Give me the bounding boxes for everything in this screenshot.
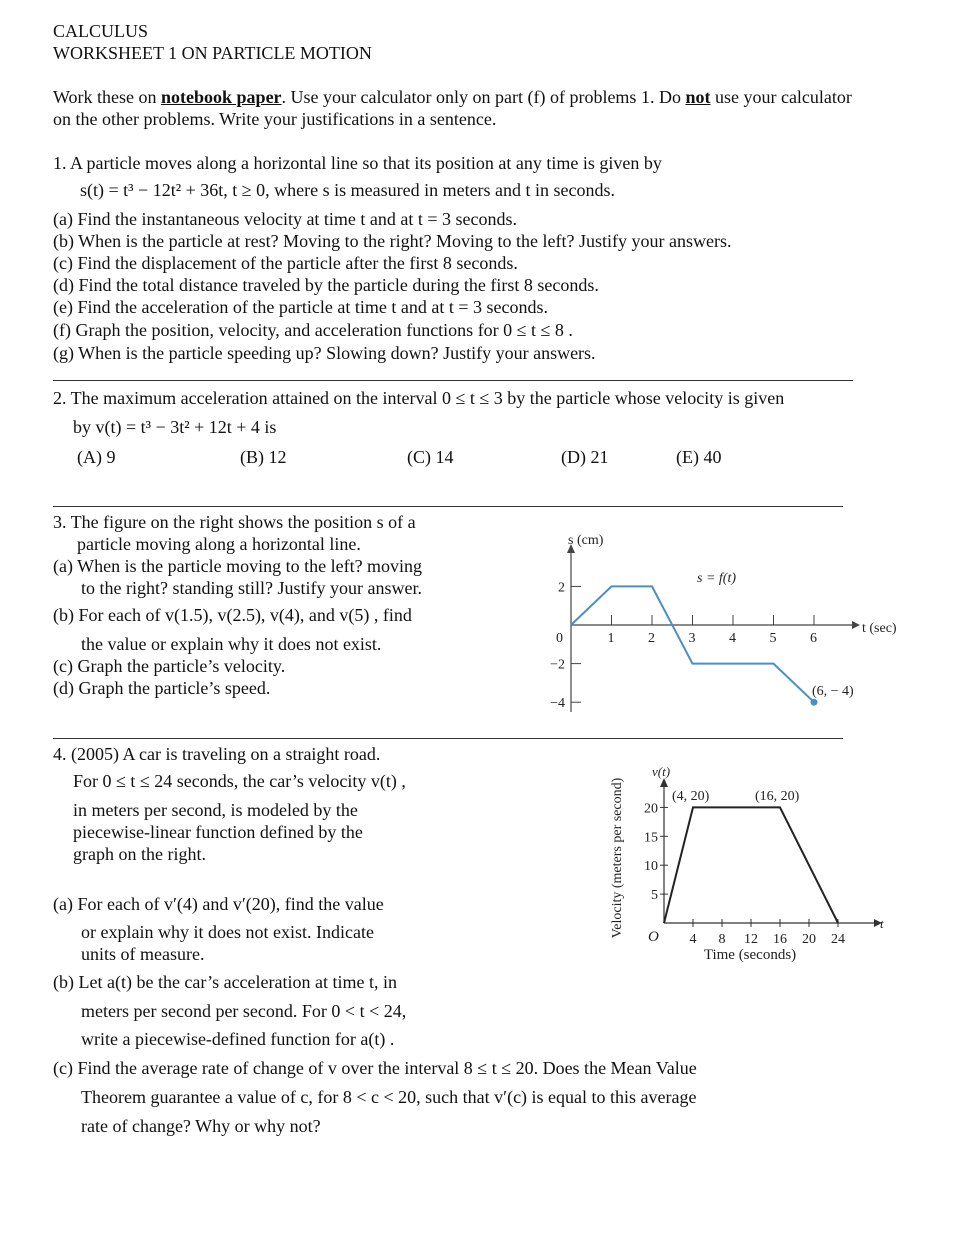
- v-x-tick-label: 16: [773, 932, 787, 947]
- q4-part-b: (b) Let a(t) be the car’s acceleration at time t, in: [53, 972, 397, 992]
- v-x-tick-label: 20: [802, 932, 816, 947]
- v-axis-t-label: t: [880, 916, 884, 931]
- q4-part-c-cont-1: Theorem guarantee a value of c, for 8 < c < 20, such that v′(c) is equal to this average: [81, 1087, 697, 1107]
- q1-part-a: (a) Find the instantaneous velocity at time t and at t = 3 seconds.: [53, 209, 518, 229]
- q1-part-e: (e) Find the acceleration of the particle at time t and at t = 3 seconds.: [53, 297, 548, 317]
- instructions-line-1: Work these on notebook paper. Use your calculator only on part (f) of problems 1. Do not use your calculator: [53, 87, 852, 107]
- q3-line-2: particle moving along a horizontal line.: [77, 534, 361, 554]
- v-x-tick-label: 4: [689, 932, 697, 947]
- q4-line-2: For 0 ≤ t ≤ 24 seconds, the car’s velocity v(t) ,: [73, 771, 406, 791]
- q4-line-4: piecewise-linear function defined by the: [73, 822, 363, 842]
- q4-line-5: graph on the right.: [73, 844, 206, 864]
- q4-part-b-cont-2: write a piecewise-defined function for a(t) .: [81, 1029, 395, 1049]
- y-tick-label: −2: [550, 657, 565, 673]
- y-axis-label: s (cm): [568, 533, 604, 548]
- instructions-line-2: on the other problems. Write your justifications in a sentence.: [53, 109, 497, 129]
- q4-part-c-cont-2: rate of change? Why or why not?: [81, 1116, 321, 1136]
- v-y-tick-label: 20: [644, 801, 658, 817]
- v-annotation-2: (16, 20): [755, 789, 800, 804]
- q2-line-1: 2. The maximum acceleration attained on the interval 0 ≤ t ≤ 3 by the particle whose velocity is given: [53, 388, 785, 408]
- q2-choice-c: (C) 14: [407, 447, 454, 467]
- v-y-axis-arrow: [660, 778, 668, 787]
- v-x-axis-title: Time (seconds): [703, 947, 797, 963]
- x-tick-label: 6: [810, 631, 817, 646]
- y-tick-label: 2: [558, 580, 565, 596]
- x-tick-label: 1: [607, 631, 615, 646]
- v-x-tick-label: 8: [718, 932, 726, 947]
- q3-part-a-cont: to the right? standing still? Justify your answer.: [81, 578, 422, 598]
- x-tick-label: 4: [729, 631, 736, 646]
- q2-choice-a: (A) 9: [77, 447, 116, 467]
- x-axis-label: t (sec): [862, 621, 897, 636]
- q1-part-b: (b) When is the particle at rest? Moving to the right? Moving to the left? Justify your answers.: [53, 231, 732, 251]
- q3-part-b-cont: the value or explain why it does not exist.: [81, 634, 382, 654]
- q4-part-b-cont-1: meters per second per second. For 0 < t < 24,: [81, 1001, 407, 1021]
- x-tick-label: 5: [769, 631, 777, 646]
- q3-part-d: (d) Graph the particle’s speed.: [53, 678, 271, 698]
- v-origin-label: O: [648, 929, 659, 945]
- v-x-tick-label: 24: [831, 932, 845, 947]
- graph-title: s = f(t): [697, 571, 736, 586]
- q4-line-1: 4. (2005) A car is traveling on a straight road.: [53, 744, 381, 764]
- q2-choice-b: (B) 12: [240, 447, 287, 467]
- q3-part-b: (b) For each of v(1.5), v(2.5), v(4), and v(5) , find: [53, 605, 412, 625]
- q4-part-a-cont-2: units of measure.: [81, 944, 205, 964]
- q2-choice-d: (D) 21: [561, 447, 609, 467]
- velocity-curve: [664, 807, 838, 923]
- q1-formula: s(t) = t³ − 12t² + 36t, t ≥ 0, where s is measured in meters and t in seconds.: [80, 180, 616, 200]
- course-title: CALCULUS: [53, 21, 149, 41]
- q4-part-a-cont-1: or explain why it does not exist. Indicate: [81, 922, 374, 942]
- q1-intro: 1. A particle moves along a horizontal line so that its position at any time is given by: [53, 153, 662, 173]
- endpoint-label: (6, − 4): [812, 684, 854, 699]
- q1-part-f: (f) Graph the position, velocity, and acceleration functions for 0 ≤ t ≤ 8 .: [53, 320, 573, 340]
- q3-part-c: (c) Graph the particle’s velocity.: [53, 656, 286, 676]
- q1-part-d: (d) Find the total distance traveled by the particle during the first 8 seconds.: [53, 275, 599, 295]
- v-y-tick-label: 5: [651, 888, 658, 904]
- x-tick-label: 0: [556, 631, 563, 646]
- v-annotation-1: (4, 20): [672, 789, 710, 804]
- q2-choice-e: (E) 40: [676, 447, 722, 467]
- q4-part-a: (a) For each of v′(4) and v′(20), find the value: [53, 894, 384, 914]
- v-y-tick-label: 10: [644, 859, 658, 875]
- q3-line-1: 3. The figure on the right shows the position s of a: [53, 512, 416, 532]
- x-tick-label: 3: [688, 631, 696, 646]
- worksheet-title: WORKSHEET 1 ON PARTICLE MOTION: [53, 43, 372, 63]
- q2-line-2: by v(t) = t³ − 3t² + 12t + 4 is: [73, 417, 277, 437]
- q4-part-c: (c) Find the average rate of change of v over the interval 8 ≤ t ≤ 20. Does the Mean Value: [53, 1058, 697, 1078]
- q1-part-g: (g) When is the particle speeding up? Slowing down? Justify your answers.: [53, 343, 596, 363]
- v-x-tick-label: 12: [744, 932, 758, 947]
- q4-line-3: in meters per second, is modeled by the: [73, 800, 358, 820]
- q3-part-a: (a) When is the particle moving to the left? moving: [53, 556, 423, 576]
- v-graph-title: v(t): [652, 764, 671, 779]
- y-tick-label: −4: [550, 696, 565, 712]
- v-y-tick-label: 15: [644, 830, 658, 846]
- v-y-axis-title: Velocity (meters per second): [610, 777, 625, 939]
- q1-part-c: (c) Find the displacement of the particle after the first 8 seconds.: [53, 253, 518, 273]
- x-tick-label: 2: [648, 631, 655, 646]
